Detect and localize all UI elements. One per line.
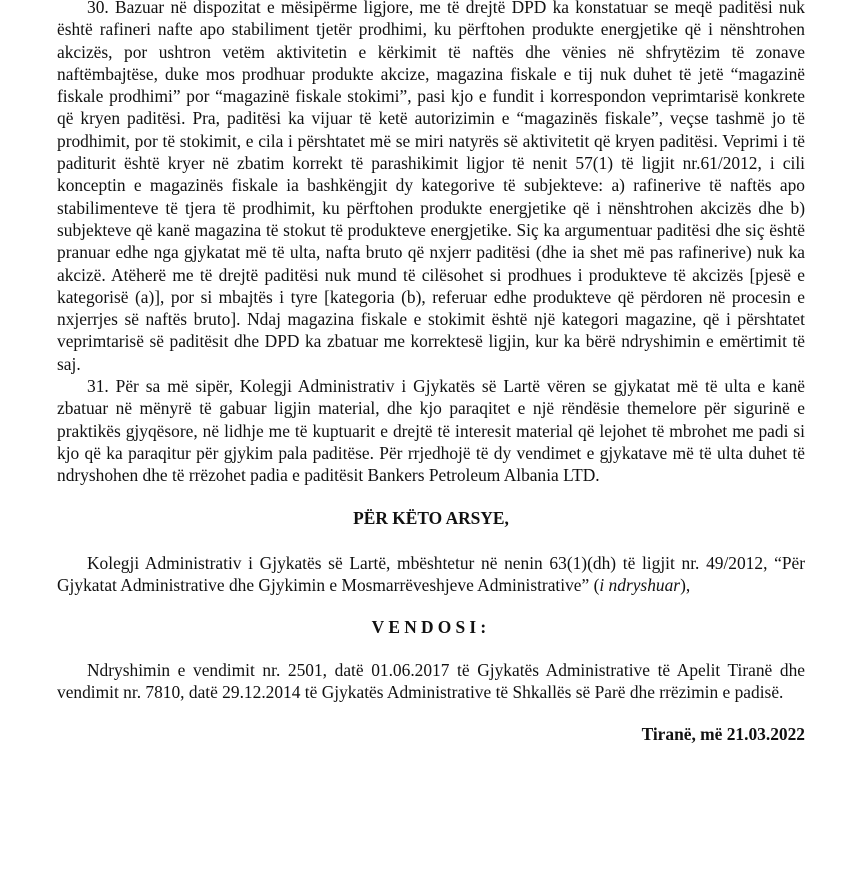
paragraph-kolegji	[57, 552, 805, 597]
document-page	[57, 0, 805, 745]
paragraph-31: 31. Për sa më sipër, Kolegji Administrativ i Gjykatës së Lartë vëren se gjykatat më të ulta e kanë zbatuar në mënyrë të gabuar ligjin material, dhe kjo paraqitet e një rëndësie themelore për sigurinë e praktikës gjyqësore, në lidhje me të kuptuarit e drejtë të interesit material që lejohet të mbrohet me padi si kjo që ka paraqitur për gjykim pala paditëse. Për rrjedhojë të dy vendimet e gjykatave më të ulta duhet të ndryshohen dhe të rrëzohet padia e paditësit Bankers Petroleum Albania LTD.	[57, 376, 805, 486]
paragraph-30: 30. Bazuar në dispozitat e mësipërme ligjore, me të drejtë DPD ka konstatuar se meqë paditësi nuk është rafineri nafte apo stabiliment tjetër prodhimi, ku përftohen produkte energjetike që i nënshtrohen akcizës, por ushtron vetëm aktivitetin e kërkimit të naftës dhe vënies në shfrytëzim të zonave naftëmbajtëse, duke mos prodhuar produkte akcize, magazina fiskale e tij nuk duhet të jetë “magazinë fiskale prodhimi” por “magazinë fiskale stokimi”, pasi kjo e fundit i korrespondon veprimtarisë konkrete që kryen paditësi. Pra, paditësi ka vijuar të ketë autorizimin e “magazinës fiskale”, veçse tashmë jo të prodhimit, por të stokimit, e cila i përshtatet më se miri natyrës së aktivitetit që kryen paditësi. Veprimi i të paditurit është kryer në zbatim korrekt të parashikimit ligjor të nenit 57(1) të ligjit nr.61/2012, i cili konceptin e magazinës fiskale ia bashkëngjit dy kategorive të subjekteve: a) rafinerive të naftës apo stabilimenteve të tjera të prodhimit, ku përftohen produkte energjetike që i nënshtrohen akcizës dhe b) subjekteve që kanë magazina të stokut të produkteve energjetike. Siç ka argumentuar paditësi dhe siç është pranuar edhe nga gjykatat më të ulta, nafta bruto që nxjerr paditësi (dhe ia shet më pas rafinerive) nuk ka akcizë. Atëherë me të drejtë paditësi nuk mund të cilësohet si prodhues i produkteve të akcizës [pjesë e kategorisë (a)], por si mbajtës i tyre [kategoria (b), referuar edhe produkteve që përdoren në procesin e nxjerrjes së naftës bruto]. Ndaj magazina fiskale e stokimit është një kategori magazine, që i përshtatet veprimtarisë së paditësit dhe DPD ka zbatuar me korrektesë ligjin, kur ka bërë ndryshimin e emërtimit të saj.	[57, 0, 805, 374]
paragraph-decision: Ndryshimin e vendimit nr. 2501, datë 01.06.2017 të Gjykatës Administrative të Apelit Tiranë dhe vendimit nr. 7810, datë 29.12.2014 të Gjykatës Administrative të Shkallës së Parë dhe rrëzimin e padisë.	[57, 660, 805, 703]
heading-per-keto-arsye: PËR KËTO ARSYE,	[353, 507, 509, 528]
heading-vendosi: VENDOSI:	[371, 617, 491, 638]
kolegji-tail: ),	[680, 574, 691, 595]
kolegji-italic-note: i ndryshuar	[599, 574, 681, 595]
place-date-signature: Tiranë, më 21.03.2022	[641, 723, 805, 744]
kolegji-text: Kolegji Administrativ i Gjykatës së Lartë, mbështetur në nenin 63(1)(dh) të ligjit nr. 49/2012, “Për Gjykatat Administrative dhe Gjykimin e Mosmarrëveshjeve Administrative” (	[57, 552, 805, 595]
